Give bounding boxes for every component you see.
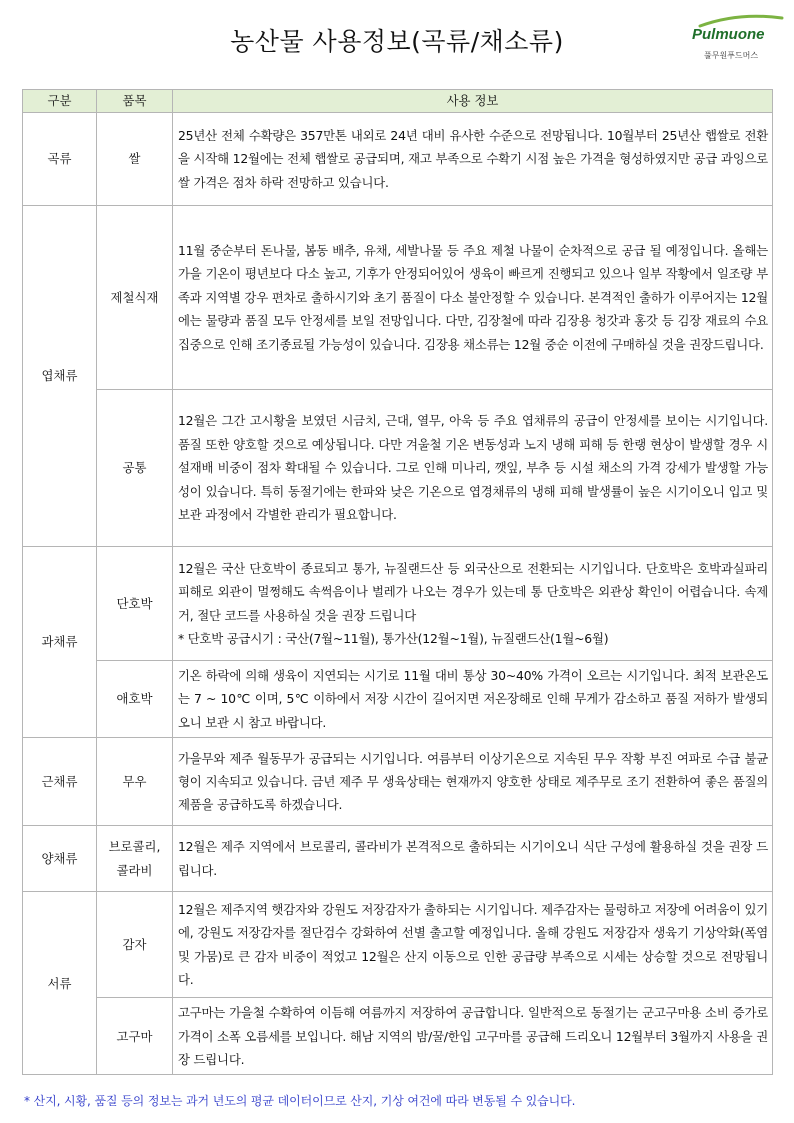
category-cell: 과채류 (23, 547, 97, 738)
produce-info-table (22, 89, 773, 1075)
item-cell: 공통 (97, 390, 173, 547)
table-row (23, 206, 773, 390)
item-cell: 제철식재 (97, 206, 173, 390)
info-cell: 11월 중순부터 돈나물, 봄동 배추, 유채, 세발나물 등 주요 제철 나물이 순차적으로 공급 될 예정입니다. 올해는 가을 기온이 평년보다 다소 높고, 기후가 안정되어있어 생육이 빠르게 진행되고 있으나 일부 작황에서 일조량 부족과 지역별 강우 편차로 출하시기와 초기 품질이 다소 불안정할 수 있습니다. 본격적인 출하가 이루어지는 12월에는 물량과 품질 모두 안정세를 보일 전망입니다. 다만, 김장철에 따라 김장용 청갓과 홍갓 등 김장 재료의 수요 집중으로 인해 조기종료될 가능성이 있습니다. 김장용 채소류는 12월 중순 이전에 구매하실 것을 권장드립니다. (173, 206, 773, 390)
table-row (23, 390, 773, 547)
info-cell: 25년산 전체 수확량은 357만톤 내외로 24년 대비 유사한 수준으로 전망됩니다. 10월부터 25년산 햅쌀로 전환을 시작해 12월에는 전체 햅쌀로 공급되며, 재고 부족으로 수확기 시점 높은 가격을 형성하였지만 공급 과잉으로 쌀 가격은 점차 하락 전망하고 있습니다. (173, 113, 773, 206)
header-info: 사용 정보 (173, 90, 773, 113)
header-item: 품목 (97, 90, 173, 113)
info-cell: 기온 하락에 의해 생육이 지연되는 시기로 11월 대비 통상 30~40% 가격이 오르는 시기입니다. 최적 보관온도는 7 ~ 10℃ 이며, 5℃ 이하에서 저장 시간이 길어지면 저온장해로 인해 무게가 감소하고 품질 저하가 발생되오니 보관 시 참고 바랍니다. (173, 661, 773, 738)
info-cell (173, 547, 773, 661)
info-cell: 고구마는 가을철 수확하여 이듬해 여름까지 저장하여 공급합니다. 일반적으로 동절기는 군고구마용 소비 증가로 가격이 소폭 오름세를 보입니다. 해남 지역의 밤/꿀/한입 고구마를 공급해 드리오니 12월부터 3월까지 사용을 권장 드립니다. (173, 998, 773, 1075)
item-line-1: 브로콜리, (108, 839, 161, 855)
item-cell: 무우 (97, 738, 173, 826)
item-cell: 단호박 (97, 547, 173, 661)
item-cell: 감자 (97, 892, 173, 998)
item-cell: 고구마 (97, 998, 173, 1075)
info-cell: 12월은 그간 고시황을 보였던 시금치, 근대, 열무, 아욱 등 주요 엽채류의 공급이 안정세를 보이는 시기입니다. 품질 또한 양호할 것으로 예상됩니다. 다만 겨울철 기온 변동성과 노지 냉해 피해 등 한랭 현상이 발생할 경우 시설재배 비중이 점차 확대될 수 있습니다. 그로 인해 미나리, 깻잎, 부추 등 시설 채소의 가격 강세가 발생할 가능성이 있습니다. 특히 동절기에는 한파와 낮은 기온으로 엽경채류의 냉해 피해 발생률이 높은 시기이오니 입고 및 보관 과정에서 각별한 관리가 필요합니다. (173, 390, 773, 547)
table-row (23, 113, 773, 206)
category-cell: 양채류 (23, 826, 97, 892)
item-line-2: 콜라비 (116, 862, 153, 878)
table-row (23, 547, 773, 661)
supply-period-note: * 단호박 공급시기 : 국산(7월~11월), 통가산(12월~1월), 뉴질랜드산(1월~6월) (178, 630, 609, 646)
category-cell: 엽채류 (23, 206, 97, 547)
info-cell: 12월은 제주지역 햇감자와 강원도 저장감자가 출하되는 시기입니다. 제주감자는 물렁하고 저장에 어려움이 있기에, 강원도 저장감자를 절단검수 강화하여 선별 출고할 예정입니다. 올해 강원도 저장감자 생육기 기상악화(폭염 및 가뭄)로 큰 감자 비중이 적었고 12월은 산지 이동으로 인한 공급량 부족으로 시세는 상승할 것으로 전망됩니다. (173, 892, 773, 998)
logo-brand-korean: 풀무원푸드머스 (704, 51, 759, 60)
header-category: 구분 (23, 90, 97, 113)
category-cell: 근채류 (23, 738, 97, 826)
category-cell: 서류 (23, 892, 97, 1075)
item-cell (97, 826, 173, 892)
table-header-row (23, 90, 773, 113)
table-row (23, 826, 773, 892)
item-cell: 쌀 (97, 113, 173, 206)
logo-brand: Pulmuone (692, 26, 765, 43)
info-cell: 가을무와 제주 월동무가 공급되는 시기입니다. 여름부터 이상기온으로 지속된 무우 작황 부진 여파로 수급 불균형이 지속되고 있습니다. 금년 제주 무 생육상태는 현재까지 양호한 상태로 제주무로 조기 전환하여 좋은 품질의 제품을 공급하도록 하겠습니다. (173, 738, 773, 826)
info-text: 12월은 국산 단호박이 종료되고 통가, 뉴질랜드산 등 외국산으로 전환되는 시기입니다. 단호박은 호박과실파리 피해로 외관이 멀쩡해도 속썩음이나 벌레가 나오는 경우가 있는데 통 단호박은 외관상 확인이 어렵습니다. 속제거, 절단 코드를 사용하실 것을 권장 드립니다 (178, 560, 768, 623)
item-cell: 애호박 (97, 661, 173, 738)
info-cell: 12월은 제주 지역에서 브로콜리, 콜라비가 본격적으로 출하되는 시기이오니 식단 구성에 활용하실 것을 권장 드립니다. (173, 826, 773, 892)
table-row (23, 998, 773, 1075)
table-row (23, 892, 773, 998)
page-title: 농산물 사용정보(곡류/채소류) (230, 27, 564, 56)
footnote: * 산지, 시황, 품질 등의 정보는 과거 년도의 평균 데이터이므로 산지, 기상 여건에 따라 변동될 수 있습니다. (24, 1094, 576, 1108)
table-row (23, 661, 773, 738)
table-row (23, 738, 773, 826)
category-cell: 곡류 (23, 113, 97, 206)
